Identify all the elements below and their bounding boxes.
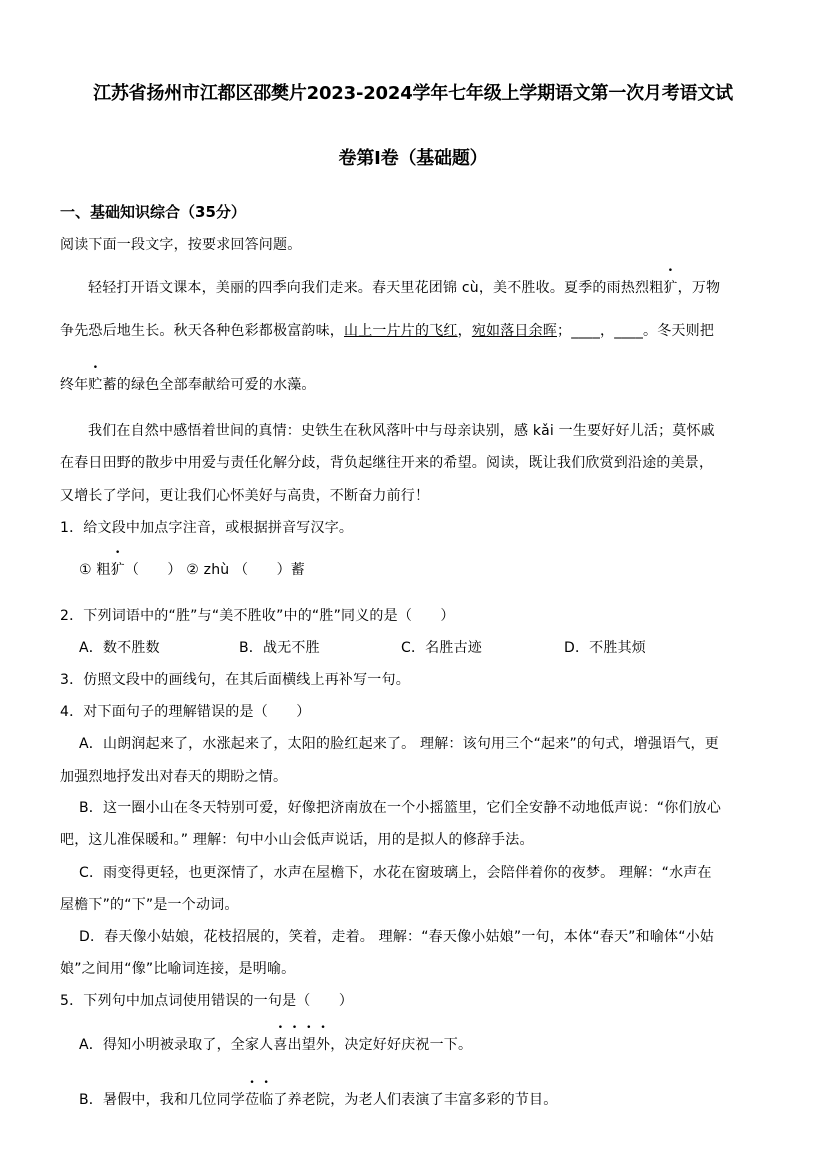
emphasis-dotted-char: 犷 xyxy=(663,280,678,296)
question-4-stem: 4．对下面句子的理解错误的是（ ） xyxy=(60,704,311,720)
passage-line: 终年贮蓄的绿色全部奉献给可爱的水藻。 xyxy=(60,377,316,393)
question-1-subitems: ① 粗犷（ ） ② zhù （ ）蓄 xyxy=(79,562,306,578)
emphasis-dotted-char: 临 xyxy=(259,1092,274,1108)
question-2-stem: 2．下列词语中的“胜”与“美不胜收”中的“胜”同义的是（ ） xyxy=(60,608,455,624)
option-a-line: 加强烈地抒发出对春天的期盼之情。 xyxy=(60,769,288,785)
passage-line: 争先恐后地生长。秋天各种色彩都极富韵味，山上一片片的飞红，宛如落日余晖；____，____。冬天则把 xyxy=(60,323,715,339)
passage-line: 轻轻打开语文课本，美丽的四季向我们走来。春天里花团锦 cù，美不胜收。夏季的雨热烈粗犷，万物 xyxy=(88,280,721,296)
emphasis-dotted-char: 莅 xyxy=(245,1092,260,1108)
option-c-line: 屋檐下”的“下”是一个动词。 xyxy=(60,897,239,913)
emphasis-dotted-char: 喜 xyxy=(273,1037,288,1053)
option-b: B．战无不胜 xyxy=(239,640,320,656)
emphasis-dotted-char: 望 xyxy=(301,1037,316,1053)
document-title-line-2: 卷第Ⅰ卷（基础题） xyxy=(338,148,488,169)
option-c-line: C．雨变得更轻，也更深情了，水声在屋檐下，水花在窗玻璃上，会陪伴着你的夜梦。 理解：“水声在 xyxy=(79,865,712,881)
option-a-line: A．得知小明被录取了，全家人喜出望外，决定好好庆祝一下。 xyxy=(79,1037,473,1053)
option-b-line: 吧，这儿准保暖和。” 理解：句中小山会低声说话，用的是拟人的修辞手法。 xyxy=(60,832,534,848)
option-d-line: 娘”之间用“像”比喻词连接，是明喻。 xyxy=(60,961,296,977)
question-3-stem: 3．仿照文段中的画线句，在其后面横线上再补写一句。 xyxy=(60,672,410,688)
emphasis-dotted-char: 犷 xyxy=(110,562,125,578)
underlined-phrase: 山上一片片的飞红 xyxy=(344,323,458,339)
emphasis-dotted-char: 出 xyxy=(287,1037,302,1053)
question-5-stem: 5．下列句中加点词使用错误的一句是（ ） xyxy=(60,993,354,1009)
question-1-stem: 1．给文段中加点字注音，或根据拼音写汉字。 xyxy=(60,520,354,536)
option-d: D．不胜其烦 xyxy=(564,640,646,656)
emphasis-dotted-char: 贮 xyxy=(88,377,103,393)
option-c: C．名胜古迹 xyxy=(401,640,482,656)
option-b-line: B．暑假中，我和几位同学莅临了养老院，为老人们表演了丰富多彩的节目。 xyxy=(79,1092,558,1108)
option-a: A．数不胜数 xyxy=(79,640,160,656)
underlined-phrase: 宛如落日余晖 xyxy=(471,323,558,339)
reading-instruction: 阅读下面一段文字，按要求回答问题。 xyxy=(60,237,302,253)
option-b-line: B．这一圈小山在冬天特别可爱，好像把济南放在一个小摇篮里，它们全安静不动地低声说：“你们放心 xyxy=(79,800,722,816)
passage-line: 我们在自然中感悟着世间的真情：史铁生在秋风落叶中与母亲诀别，感 kǎi 一生要好好儿活；莫怀戚 xyxy=(88,423,715,439)
document-title-line-1: 江苏省扬州市江都区邵樊片2023-2024学年七年级上学期语文第一次月考语文试 xyxy=(93,83,733,104)
option-d-line: D．春天像小姑娘，花枝招展的，笑着，走着。 理解：“春天像小姑娘”一句，本体“春天”和喻体“小姑 xyxy=(79,929,715,945)
section-heading: 一、基础知识综合（35分） xyxy=(60,203,246,221)
question-2-options xyxy=(79,637,646,657)
passage-line: 又增长了学问，更让我们心怀美好与高贵，不断奋力前行！ xyxy=(60,488,430,504)
option-a-line: A．山朗润起来了，水涨起来了，太阳的脸红起来了。 理解：该句用三个“起来”的句式，增强语气，更 xyxy=(79,736,719,752)
emphasis-dotted-char: 外 xyxy=(316,1037,331,1053)
passage-line: 在春日田野的散步中用爱与责任化解分歧，背负起继往开来的希望。阅读，既让我们欣赏到沿途的美景， xyxy=(60,455,714,471)
